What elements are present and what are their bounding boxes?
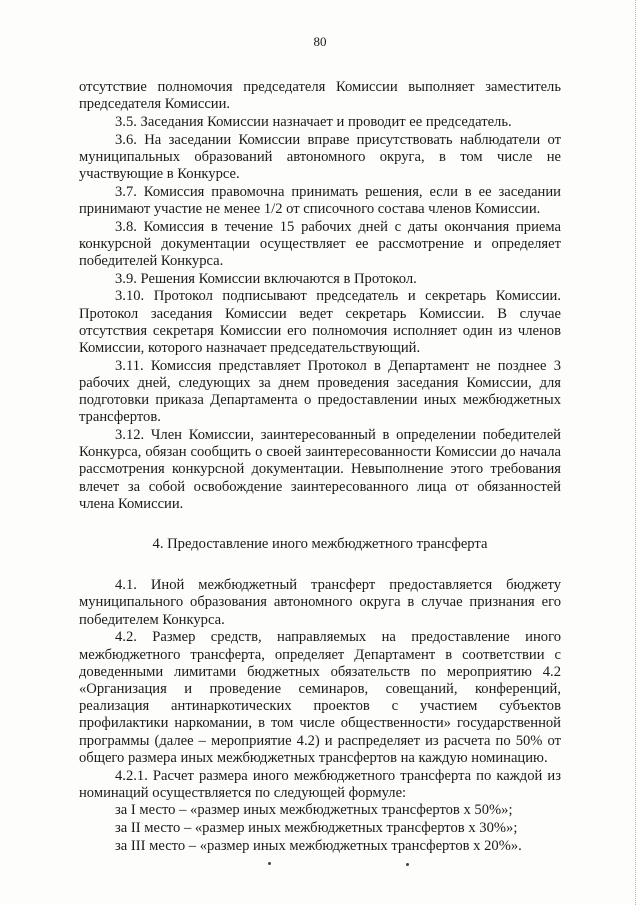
paragraph-3-6: 3.6. На заседании Комиссии вправе присутствовать наблюдатели от муниципальных образований автономного округа, в том числе не участвующие в Конкурсе. xyxy=(79,131,561,183)
document-body xyxy=(79,79,561,856)
paragraph-3-7: 3.7. Комиссия правомочна принимать решения, если в ее заседании принимают участие не менее 1/2 от списочного состава членов Комиссии. xyxy=(79,183,561,217)
paragraph-3-12: 3.12. Член Комиссии, заинтересованный в определении победителей Конкурса, обязан сообщить о своей заинтересованности Комиссии до начала рассмотрения конкурсной документации. Невыполнение этого требования влечет за собой освобождение заинтересованного лица от обязанностей члена Комиссии. xyxy=(79,427,561,512)
paragraph-3-5: 3.5. Заседания Комиссии назначает и проводит ее председатель. xyxy=(115,113,512,130)
formula-line-first-place: за I место – «размер иных межбюджетных трансфертов х 50%»; xyxy=(115,802,513,819)
paragraph-3-9: 3.9. Решения Комиссии включаются в Протокол. xyxy=(115,270,417,287)
paragraph-3-10: 3.10. Протокол подписывают председатель и секретарь Комиссии. Протокол заседания Комиссии ведет секретарь Комиссии. В случае отсутствия секретаря Комиссии его полномочия исполняет один из членов Комиссии, которого назначает председательствующий. xyxy=(79,288,561,357)
paragraph-continuation: отсутствие полномочия председателя Комиссии выполняет заместитель председателя Комиссии. xyxy=(79,79,561,113)
paragraph-4-2-1: 4.2.1. Расчет размера иного межбюджетного трансферта по каждой из номинаций осуществляется по следующей формуле: xyxy=(79,767,561,801)
paragraph-3-11: 3.11. Комиссия представляет Протокол в Департамент не позднее 3 рабочих дней, следующих за днем проведения заседания Комиссии, для подготовки приказа Департамента о предоставлении иных межбюджетных трансфертов. xyxy=(79,357,561,426)
scan-speck xyxy=(268,862,271,865)
formula-line-second-place: за II место – «размер иных межбюджетных трансфертов х 30%»; xyxy=(115,820,518,837)
paragraph-4-1: 4.1. Иной межбюджетный трансферт предоставляется бюджету муниципального образования автономного округа в случае признания его победителем Конкурса. xyxy=(79,577,561,628)
paragraph-4-2: 4.2. Размер средств, направляемых на предоставление иного межбюджетного трансферта, определяет Департамент в соответствии с доведенными лимитами бюджетных обязательств по мероприятию 4.2 «Организация и проведение семинаров, совещаний, конференций, реализация антинаркотических проектов с участием субъектов профилактики наркомании, в том числе общественности» государственной программы (далее – мероприятие 4.2) и распределяет из расчета по 50% от общего размера иных межбюджетных трансфертов на каждую номинацию. xyxy=(79,629,561,766)
section-heading: 4. Предоставление иного межбюджетного трансферта xyxy=(152,536,488,553)
formula-line-third-place: за III место – «размер иных межбюджетных трансфертов х 20%». xyxy=(115,837,522,854)
scan-edge-line xyxy=(634,0,636,905)
paragraph-3-8: 3.8. Комиссия в течение 15 рабочих дней с даты окончания приема конкурсной документации осуществляет ее рассмотрение и определяет победителей Конкурса. xyxy=(79,218,561,270)
page-number: 80 xyxy=(313,34,327,49)
scan-speck xyxy=(406,863,409,866)
